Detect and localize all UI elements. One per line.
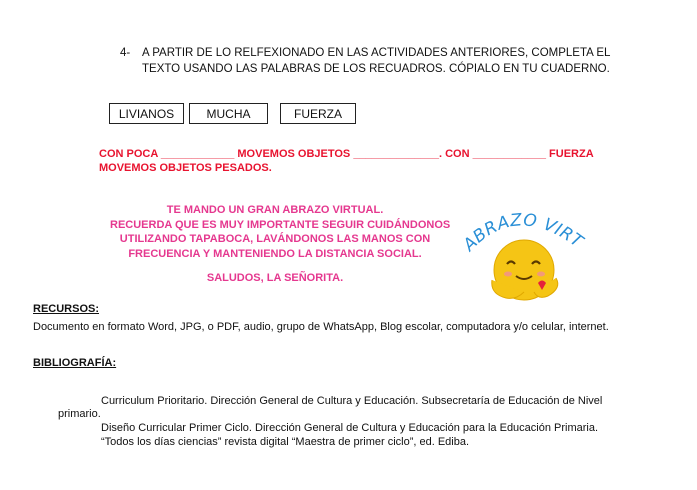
instruction-line-1: A PARTIR DE LO RELFEXIONADO EN LAS ACTIVIDADES ANTERIORES, COMPLETA EL	[142, 47, 611, 59]
sticker-text: BRAZO VIRT	[469, 210, 587, 253]
bibliography-item-2: Diseño Curricular Primer Ciclo. Dirección General de Cultura y Educación para la Educación Primaria.	[101, 422, 599, 434]
message-signoff: SALUDOS, LA SEÑORITA.	[206, 272, 344, 284]
bibliography-item-3: “Todos los días ciencias” revista digital “Maestra de primer ciclo”, ed. Ediba.	[101, 436, 470, 448]
word-box-mucha: MUCHA	[189, 103, 268, 124]
bibliography-item-1-cont: primario.	[58, 408, 101, 420]
resources-text: Documento en formato Word, JPG, o PDF, audio, grupo de WhatsApp, Blog escolar, computadora y/o celular, internet.	[33, 321, 609, 333]
message-line-1: TE MANDO UN GRAN ABRAZO VIRTUAL.	[166, 204, 384, 216]
instruction-number: 4-	[120, 47, 131, 59]
word-box-livianos: LIVIANOS	[109, 103, 184, 124]
word-box-fuerza: FUERZA	[280, 103, 356, 124]
message-line-2: RECUERDA QUE ES MUY IMPORTANTE SEGUIR CUIDÁNDONOS	[110, 218, 451, 231]
hug-emoji-icon	[462, 200, 587, 305]
abrazo-virtual-sticker	[462, 200, 587, 305]
instruction-line-2: TEXTO USANDO LAS PALABRAS DE LOS RECUADROS. CÓPIALO EN TU CUADERNO.	[142, 63, 610, 75]
fill-text-line-2: MOVEMOS OBJETOS PESADOS.	[99, 162, 272, 174]
message-block	[110, 203, 451, 286]
resources-heading: RECURSOS:	[33, 303, 100, 315]
fill-text-line-1: CON POCA ____________ MOVEMOS OBJETOS ______________. CON ____________ FUERZA	[99, 148, 594, 160]
message-line-3: UTILIZANDO TAPABOCA, LAVÁNDONOS LAS MANOS CON	[119, 233, 431, 245]
bibliography-item-1: Curriculum Prioritario. Dirección General de Cultura y Educación. Subsecretaría de Educación de Nivel	[101, 395, 603, 407]
bibliography-heading: BIBLIOGRAFÍA:	[33, 357, 117, 369]
message-line-4: FRECUENCIA Y MANTENIENDO LA DISTANCIA SOCIAL.	[128, 247, 422, 260]
